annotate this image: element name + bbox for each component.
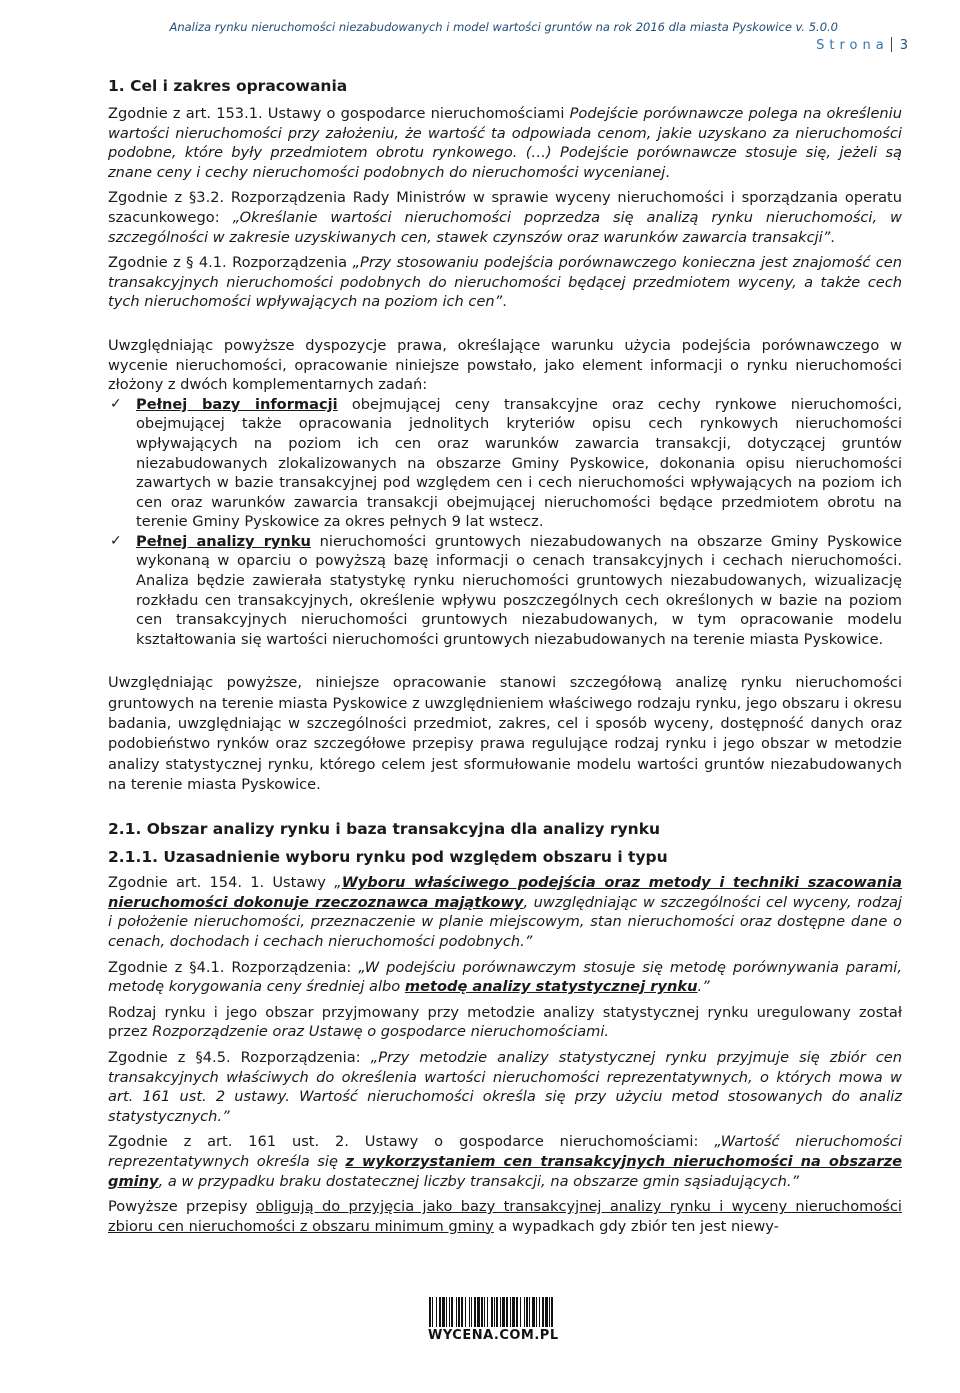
quote-run: Podejście porównawcze polega na określeniu wartości nieruchomości przy założeniu, że wartość ta odpowiada cenom, jakie uzyskano za nieruchomości podobne, które były przedmiotem obrotu rynkowego. (…) Podejście porównawcze stosuje się, jeżeli są znane ceny i cechy nieruchomości podobnych do nieruchomości wycenianej: [108, 105, 902, 181]
quote-run: , uwzględniając w szczególności cel wyceny, rodzaj i położenie nieruchomości, przeznaczenie w planie miejscowym, stan nieruchomości oraz dostępne dane o cenach, dochodach i cechach nieruchomości podobnych.”: [108, 893, 902, 950]
barcode-bar: [496, 1297, 498, 1327]
quote-run: „W podejściu porównawczym stosuje się metodę porównywania parami, metodę korygowania ceny średniej albo: [108, 958, 902, 996]
paragraph-intro-tasks: Uwzględniając powyższe dyspozycje prawa, określające warunku użycia podejścia porównawczego w wycenie nieruchomości, opracowanie niniejsze powstało, jako element informacji o rynku nieruchomości złożony z dwóch komplementarnych zadań:: [108, 336, 902, 394]
text-run: .: [665, 163, 670, 181]
barcode-bar: [436, 1297, 437, 1327]
page-number: 3: [899, 38, 908, 53]
section-heading-1: 1. Cel i zakres opracowania: [108, 77, 348, 95]
barcode-bar: [532, 1297, 535, 1327]
barcode-bar: [491, 1297, 493, 1327]
emphasis-run: metodę analizy statystycznej rynku: [404, 978, 698, 996]
paragraph-summary: Uwzględniając powyższe, niniejsze opracowanie stanowi szczegółową analizę rynku nieruchomości gruntowych na terenie miasta Pyskowice z uwzględnieniem właściwego rodzaju rynku, jego obszaru i okresu badania, uwzględniając w szczególności przedmiot, zakres, cel i sposób wyceny, dostępność danych oraz podobieństwo rynków oraz szczegółowe przepisy prawa regulujące rodzaj rynku i jego obszar w metodzie analizy statystycznej rynku, którego celem jest sformułowanie modelu wartości gruntów niezabudowanych na terenie miasta Pyskowice.: [108, 674, 902, 793]
paragraph-market-type: [108, 1003, 902, 1042]
text-run: Zgodnie art. 154. 1. Ustawy: [108, 874, 335, 892]
barcode-bar: [494, 1297, 495, 1327]
text-run: Zgodnie z § 4.1. Rozporządzenia: [108, 254, 353, 272]
text-run: Zgodnie z §4.5. Rozporządzenia:: [108, 1048, 371, 1066]
quote-run: „: [334, 874, 342, 892]
barcode-bar: [429, 1297, 431, 1327]
quote-run: „Wartość nieruchomości reprezentatywnych określa się: [108, 1133, 902, 1170]
barcode-bar: [439, 1297, 441, 1327]
quote-run: , a w przypadku braku dostatecznej liczby transakcji, na obszarze gmin sąsiadujących.”: [158, 1172, 800, 1190]
barcode-bar: [516, 1297, 518, 1327]
barcode-bar: [551, 1297, 553, 1327]
emphasis-run: Wyboru właściwego podejścia oraz metody i techniki szacowania nieruchomości dokonuje rzeczoznawca majątkowy: [108, 874, 902, 911]
check-icon: ✓: [110, 395, 122, 412]
text-run: Rodzaj rynku i jego obszar przyjmowany przy metodzie analizy statystycznej rynku uregulowany został przez: [108, 1003, 902, 1041]
barcode-bar: [549, 1297, 550, 1327]
text-run: Zgodnie z art. 161 ust. 2. Ustawy o gospodarce nieruchomościami:: [108, 1133, 715, 1151]
section-heading-2-1: 2.1. Obszar analizy rynku i baza transakcyjna dla analizy rynku: [108, 820, 661, 839]
task-list: [108, 395, 902, 650]
list-item-lead: Pełnej bazy informacji: [136, 395, 338, 413]
check-icon: ✓: [110, 532, 122, 549]
underlined-run: obligują do przyjęcia jako bazy transakcyjnej analizy rynku i wyceny nieruchomości zbioru cen nieruchomości z obszaru minimum gminy: [108, 1198, 902, 1235]
paragraph-par-4-1-methods: [108, 958, 902, 997]
barcode-bar: [469, 1297, 470, 1327]
text-run: .: [502, 293, 507, 311]
footer-logo: [428, 1297, 559, 1343]
barcode-bar: [481, 1297, 483, 1327]
list-item-lead: Pełnej analizy rynku: [136, 532, 311, 550]
list-item: [108, 395, 902, 532]
quote-run: „Określanie wartości nieruchomości poprzedza się analizą rynku nieruchomości, w szczególności w zakresie uzyskiwanych cen, stawek czynszów oraz warunków zawarcia transakcji”: [108, 208, 902, 246]
paragraph-conclusion: [108, 1197, 902, 1236]
paragraph-art-161: [108, 1132, 902, 1191]
page-number-block: [816, 37, 908, 53]
quote-run: „Przy metodzie analizy statystycznej rynku przyjmuje się zbiór cen transakcyjnych właściwych do określenia wartości nieruchomości reprezentatywnych, o których mowa w art. 161 ust. 2 ustawy. Wartość nieruchomości określa się przy użyciu metod stosowanych do analiz statystycznych.”: [108, 1048, 902, 1125]
barcode-bar: [458, 1297, 460, 1327]
paragraph-par-4-1: [108, 253, 902, 312]
barcode-bar: [451, 1297, 453, 1327]
page-separator: [891, 37, 892, 52]
list-item-text: nieruchomości gruntowych niezabudowanych na obszarze Gminy Pyskowice wykonaną w oparciu o powyższą bazę informacji o cenach transakcyjnych i cechach nieruchomości. Analiza będzie zawierała statystykę rynku nieruchomości gruntowych niezabudowanych, wizualizację rozkładu cen transakcyjnych, określenie wpływu poszczególnych cech określonych w bazie na poziom cen transakcyjnych nieruchomości gruntowych niezabudowanych, w tym opracowanie modelu kształtowania się wartości nieruchomości gruntowych niezabudowanych na terenie miasta Pyskowice.: [136, 532, 902, 648]
barcode-bar: [545, 1297, 548, 1327]
barcode-bar: [456, 1297, 457, 1327]
barcode-bar: [526, 1297, 528, 1327]
barcode-bar: [529, 1297, 530, 1327]
text-run: Zgodnie z art. 153.1. Ustawy o gospodarce nieruchomościami: [108, 105, 570, 122]
emphasis-run: z wykorzystaniem cen transakcyjnych nieruchomości na obszarze gminy: [108, 1152, 902, 1190]
quote-run: .”: [697, 978, 710, 996]
barcode-bar: [461, 1297, 463, 1327]
barcode-bar: [471, 1297, 472, 1327]
barcode-bar: [446, 1297, 447, 1327]
barcode-bar: [465, 1297, 466, 1327]
barcode-bar: [536, 1297, 537, 1327]
quote-run: Rozporządzenie oraz Ustawę o gospodarce nieruchomościami.: [152, 1023, 610, 1041]
barcode-bar: [512, 1297, 515, 1327]
barcode-bar: [502, 1297, 505, 1327]
paragraph-art-153: [108, 104, 902, 182]
footer-logo-text: WYCENA.COM.PL: [428, 1328, 559, 1343]
list-item: [108, 532, 902, 650]
text-run: Powyższe przepisy: [108, 1198, 256, 1216]
barcode-bar: [520, 1297, 521, 1327]
subsection-heading-2-1-1: 2.1.1. Uzasadnienie wyboru rynku pod względem obszaru i typu: [108, 848, 668, 867]
barcode-bar: [506, 1297, 508, 1327]
text-run: .: [830, 228, 835, 246]
barcode-bar: [542, 1297, 544, 1327]
quote-run: „Przy stosowaniu podejścia porównawczego konieczna jest znajomość cen transakcyjnych nieruchomości podobnych do nieruchomości będącej przedmiotem wyceny, a także cech tych nieruchomości wpływających na poziom ich cen”: [108, 254, 902, 311]
text-run: a wypadkach gdy zbiór ten jest niewy-: [493, 1217, 779, 1235]
page-label: Strona: [816, 38, 889, 53]
list-item-text: obejmującej ceny transakcyjne oraz cechy rynkowe nieruchomości, obejmującej także opracowania jednolitych kryteriów opisu cech rynkowych nieruchomości wpływających na poziom ich cen oraz warunków zawarcia transakcji, dotyczącej gruntów niezabudowanych zlokalizowanych na obszarze Gminy Pyskowice, dokonania opisu nieruchomości zawartych w bazie transakcyjnej pod względem cen i cech nieruchomości wpływających na poziom ich cen oraz warunków zawarcia transakcji obejmującej nieruchomości będące przedmiotem obrotu na terenie Gminy Pyskowice za okres pełnych 9 lat wstecz.: [136, 395, 903, 531]
barcode-bar: [484, 1297, 485, 1327]
barcode-bar: [539, 1297, 540, 1327]
barcode-bar: [510, 1297, 511, 1327]
document-header-title: Analiza rynku nieruchomości niezabudowanych i model wartości gruntów na rok 2016 dla miasta Pyskowice v. 5.0.0: [169, 20, 838, 34]
paragraph-par-4-5: [108, 1048, 902, 1126]
barcode-bar: [500, 1297, 501, 1327]
text-run: Zgodnie z §3.2. Rozporządzenia Rady Ministrów w sprawie wyceny nieruchomości i sporządzania operatu szacunkowego:: [108, 189, 902, 226]
barcode-bar: [449, 1297, 450, 1327]
barcode-bar: [477, 1297, 480, 1327]
barcode-graphic: [428, 1297, 554, 1327]
barcode-bar: [474, 1297, 476, 1327]
paragraph-par-3-2: [108, 188, 902, 247]
text-run: Zgodnie z §4.1. Rozporządzenia:: [108, 958, 359, 976]
paragraph-art-154: [108, 873, 902, 951]
barcode-bar: [487, 1297, 488, 1327]
document-body: [108, 76, 902, 1236]
barcode-bar: [442, 1297, 445, 1327]
barcode-bar: [524, 1297, 525, 1327]
barcode-bar: [432, 1297, 433, 1327]
